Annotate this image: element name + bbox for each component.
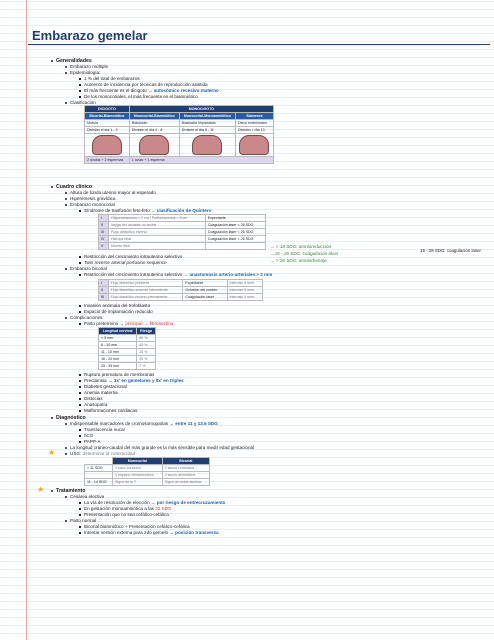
- table-header: Longitud cervical: [99, 328, 137, 335]
- table-cell: 1 saco coriónico: [113, 465, 163, 472]
- table-cell: Coagulación láser < 26 SDG: [205, 236, 265, 243]
- list-item: Diabetes gestacional: [84, 384, 127, 389]
- list-item: Ruptura prematura de membranas: [84, 372, 155, 377]
- table-cell: Signo de doble lambda: [162, 479, 209, 486]
- table-cell: Oligohidramnios < 2 cm / Polihidramnios > 8 cm: [109, 215, 206, 222]
- table-header: Bicorial-Biamniótico: [85, 113, 130, 120]
- table-cell: 2 sacos amnióticos: [162, 472, 209, 479]
- placenta-illustration: [239, 135, 269, 155]
- table-header: Monocorial: [113, 458, 163, 465]
- list-item: USG: determinar la corionicidad: [70, 451, 136, 456]
- list-item: De los monocoriales, el más frecuente es el biamniótico: [84, 94, 198, 99]
- table-cell: [129, 134, 179, 157]
- handwritten-note: → > 26 SDG: amniodrenaje: [270, 258, 327, 263]
- placenta-illustration: [92, 135, 122, 155]
- list-item: Cesárea electiva: [70, 494, 105, 499]
- list-item: Clasificación: [70, 100, 96, 105]
- table-cell: Oclusión del cordón: [183, 287, 227, 294]
- table-cell: 25 - 35 mm: [99, 363, 137, 370]
- table-header: Bicorial: [162, 458, 209, 465]
- table-header: MONOCIGOTO: [129, 106, 273, 113]
- page-title: Embarazo gemelar: [32, 28, 148, 43]
- table-cell: Coagulación láser < 26 SDG: [205, 222, 265, 229]
- list-item: Aumento de incidencia por técnicas de reproducción asistida: [84, 82, 208, 87]
- cervical-length-table: [98, 327, 156, 370]
- star-icon: ★: [37, 485, 45, 494]
- table-cell: 2 sacos coriónicos: [162, 465, 209, 472]
- table-cell: Intervalo 6 sem: [227, 280, 263, 287]
- table-cell: III: [99, 294, 109, 301]
- table-cell: 11 - 14 SDG: [85, 479, 113, 486]
- list-item: Malformaciones cardiacas: [84, 408, 138, 413]
- table-cell: División > día 13: [235, 127, 273, 134]
- table-cell: Muerte fetal: [109, 243, 206, 250]
- table-cell: < 11 SDG: [85, 465, 113, 472]
- table-cell: [235, 134, 273, 157]
- list-item: Complicaciones:: [70, 315, 104, 320]
- table-cell: Expectante: [183, 280, 227, 287]
- list-item: Distocias: [84, 396, 103, 401]
- margin-line: [26, 0, 27, 640]
- table-cell: Coagulación láser: [183, 294, 227, 301]
- table-cell: IV: [99, 236, 109, 243]
- table-cell: Flujo diastólico reverso permanente: [108, 294, 183, 301]
- list-item: Altura de fondo uterino mayor al esperado: [70, 190, 156, 195]
- table-cell: 1 espacio intraamniótico: [113, 472, 163, 479]
- table-cell: I: [99, 215, 109, 222]
- section-heading: Generalidades: [56, 58, 92, 64]
- table-cell: 2 óvulos + 2 espermas: [85, 157, 130, 164]
- table-cell: [85, 458, 113, 465]
- table-cell: Flujo diastólico ausente intermitente: [108, 287, 183, 294]
- table-cell: Hidrops fetal: [109, 236, 206, 243]
- table-cell: [205, 243, 265, 250]
- table-cell: 2 %: [137, 363, 156, 370]
- list-item: Intentar versión externa para 2do gemelo → posición transversa: [84, 530, 219, 535]
- table-cell: 6 - 10 mm: [99, 342, 137, 349]
- list-item: Espacio de implantación reducido: [84, 309, 153, 314]
- section-heading: Tratamiento: [56, 488, 86, 494]
- list-item: Anasopatía: [84, 402, 108, 407]
- side-note: 15 - 28 SDG: coagulación laser: [420, 248, 482, 253]
- table-cell: Blastocito implantado: [179, 120, 235, 127]
- list-item: Parto normal: [70, 518, 97, 523]
- list-item: Presentación que no sea cefálico-cefálica: [84, 512, 169, 517]
- quintero-table: [98, 214, 266, 250]
- table-cell: III: [99, 229, 109, 236]
- table-cell: 16 - 20 mm: [99, 356, 137, 363]
- list-item: Invasión anómala del trofoblasto: [84, 303, 151, 308]
- list-item: El más frecuente es el dicigoto → autosómico recesivo materno: [84, 88, 219, 93]
- table-cell: División el día 8 - 11: [179, 127, 235, 134]
- table-cell: 25 %: [137, 349, 156, 356]
- table-header: Siameses: [235, 113, 273, 120]
- list-item: Twin reverse arterial perfusion sequence: [84, 260, 167, 265]
- star-icon: ★: [48, 448, 56, 457]
- table-cell: II: [99, 287, 109, 294]
- handwritten-note: → < 18 SDG: amnioreducción: [270, 244, 332, 249]
- list-item: Epidemiología:: [70, 70, 101, 75]
- list-item: Hiperémesis gravídica: [70, 196, 116, 201]
- table-cell: 11 - 15 mm: [99, 349, 137, 356]
- list-item: Translucencia nucal: [84, 427, 125, 432]
- handwritten-note: →15 - 26 SDG: coagulación láser: [270, 251, 339, 256]
- table-cell: Disco embrionario: [235, 120, 273, 127]
- list-item: Anemia materna: [84, 390, 118, 395]
- title-underline: [28, 44, 490, 45]
- list-item: Embarazo bicorial: [70, 266, 107, 271]
- classification-table: [84, 105, 274, 164]
- table-cell: Vejiga del donante no visible: [109, 222, 206, 229]
- table-cell: 25 %: [137, 356, 156, 363]
- table-cell: División el día 4 - 8: [129, 127, 179, 134]
- table-cell: V: [99, 243, 109, 250]
- table-cell: Signo de la T: [113, 479, 163, 486]
- list-item: La longitud cráneo-caudal del más grande es la más sensible para medir edad gestacional: [70, 445, 255, 450]
- table-cell: [85, 472, 113, 479]
- table-cell: Intervalo 5 sem: [227, 294, 263, 301]
- table-cell: 1 óvulo + 1 esperma: [129, 157, 273, 164]
- list-item: Embarazo monocorial: [70, 202, 115, 207]
- table-cell: Coagulación láser < 26 SDG: [205, 229, 265, 236]
- table-cell: Flujo diastólico inverso: [109, 229, 206, 236]
- table-cell: 80 %: [137, 335, 156, 342]
- usg-table: [84, 457, 210, 486]
- section-heading: Diagnóstico: [56, 415, 86, 421]
- list-item: Restricción del crecimiento intrauterino selectivo → anastomosis arterio-arteriales > 2 mm: [84, 272, 273, 277]
- table-cell: [179, 134, 235, 157]
- table-header: Riesgo: [137, 328, 156, 335]
- list-item: Indispensable marcadores de cromosomopatías → entre 11 y 13.6 SDG: [70, 421, 218, 426]
- list-item: Preclamsia → 3x' en gemelares y 9x' en triples: [84, 378, 184, 383]
- rciu-table: [98, 279, 263, 301]
- list-item: Restricción del crecimiento intrauterino selectivo: [84, 254, 183, 259]
- table-cell: II: [99, 222, 109, 229]
- list-item: Embarazo múltiple: [70, 64, 109, 69]
- table-cell: Mórula: [85, 120, 130, 127]
- list-item: PAPP-A: [84, 439, 101, 444]
- list-item: 1 % del total de embarazos: [84, 76, 140, 81]
- list-item: La vía de resolución de elección → por riesgo de entrecruzamiento: [84, 500, 226, 505]
- list-item: En gestación monoamniótica a las 32 SDG: [84, 506, 172, 511]
- list-item: Síndrome de trasfusión feto-feto → clasificación de Quintero: [84, 208, 212, 213]
- list-item: Parto pretermino → principal → fibronectina: [84, 321, 174, 326]
- placenta-illustration: [192, 135, 222, 155]
- table-cell: Intervalo 5 sem: [227, 287, 263, 294]
- table-cell: Expectante: [205, 215, 265, 222]
- table-cell: Blastocito: [129, 120, 179, 127]
- table-cell: División el día 1 - 3: [85, 127, 130, 134]
- table-header: Monocorial-Monoamniótico: [179, 113, 235, 120]
- table-header: DICIGOTO: [85, 106, 130, 113]
- section-heading: Cuadro clínico: [56, 184, 93, 190]
- table-cell: 40 %: [137, 342, 156, 349]
- table-cell: < 5 mm: [99, 335, 137, 342]
- table-cell: I: [99, 280, 109, 287]
- placenta-illustration: [139, 135, 169, 155]
- list-item: hCG: [84, 433, 94, 438]
- table-header: Monocorial-Biamniótico: [129, 113, 179, 120]
- table-cell: [85, 134, 130, 157]
- table-cell: Flujo diastólico presente: [108, 280, 183, 287]
- list-item: Bicorial biamniótico + Presentación cefálico-cefálica: [84, 524, 190, 529]
